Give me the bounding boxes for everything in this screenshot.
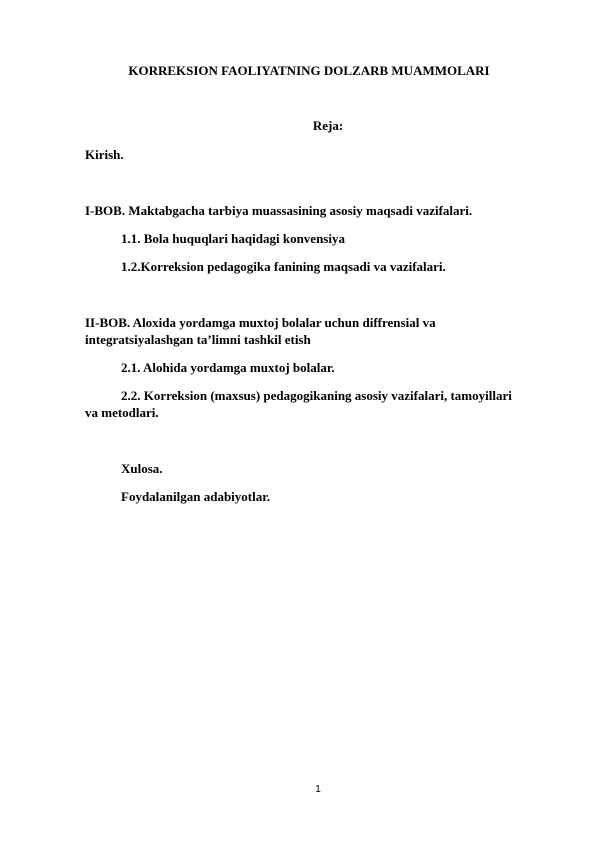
chapter1-item: 1.1. Bola huquqlari haqidagi konvensiya <box>121 231 345 246</box>
intro-item: Kirish. <box>85 147 124 162</box>
page-number: 1 <box>315 784 321 795</box>
chapter2-heading-line2: integratsiyalashgan ta’limni tashkil etish <box>85 332 311 347</box>
chapter2-item: 2.1. Alohida yordamga muxtoj bolalar. <box>121 360 335 375</box>
chapter1-item: 1.2.Korreksion pedagogika fanining maqsadi va vazifalari. <box>121 259 446 274</box>
chapter2-heading-line1: II-BOB. Aloxida yordamga muxtoj bolalar uchun diffrensial va <box>85 315 436 330</box>
plan-heading: Reja: <box>312 118 344 133</box>
chapter2-item-line2: va metodlari. <box>85 405 159 420</box>
conclusion-item: Xulosa. <box>121 461 163 476</box>
chapter2-item-line1: 2.2. Korreksion (maxsus) pedagogikaning asosiy vazifalari, tamoyillari <box>121 388 512 403</box>
chapter1-heading: I-BOB. Maktabgacha tarbiya muassasining asosiy maqsadi vazifalari. <box>85 203 473 218</box>
references-item: Foydalanilgan adabiyotlar. <box>121 489 271 504</box>
document-title: KORREKSION FAOLIYATNING DOLZARB MUAMMOLARI <box>128 63 490 78</box>
